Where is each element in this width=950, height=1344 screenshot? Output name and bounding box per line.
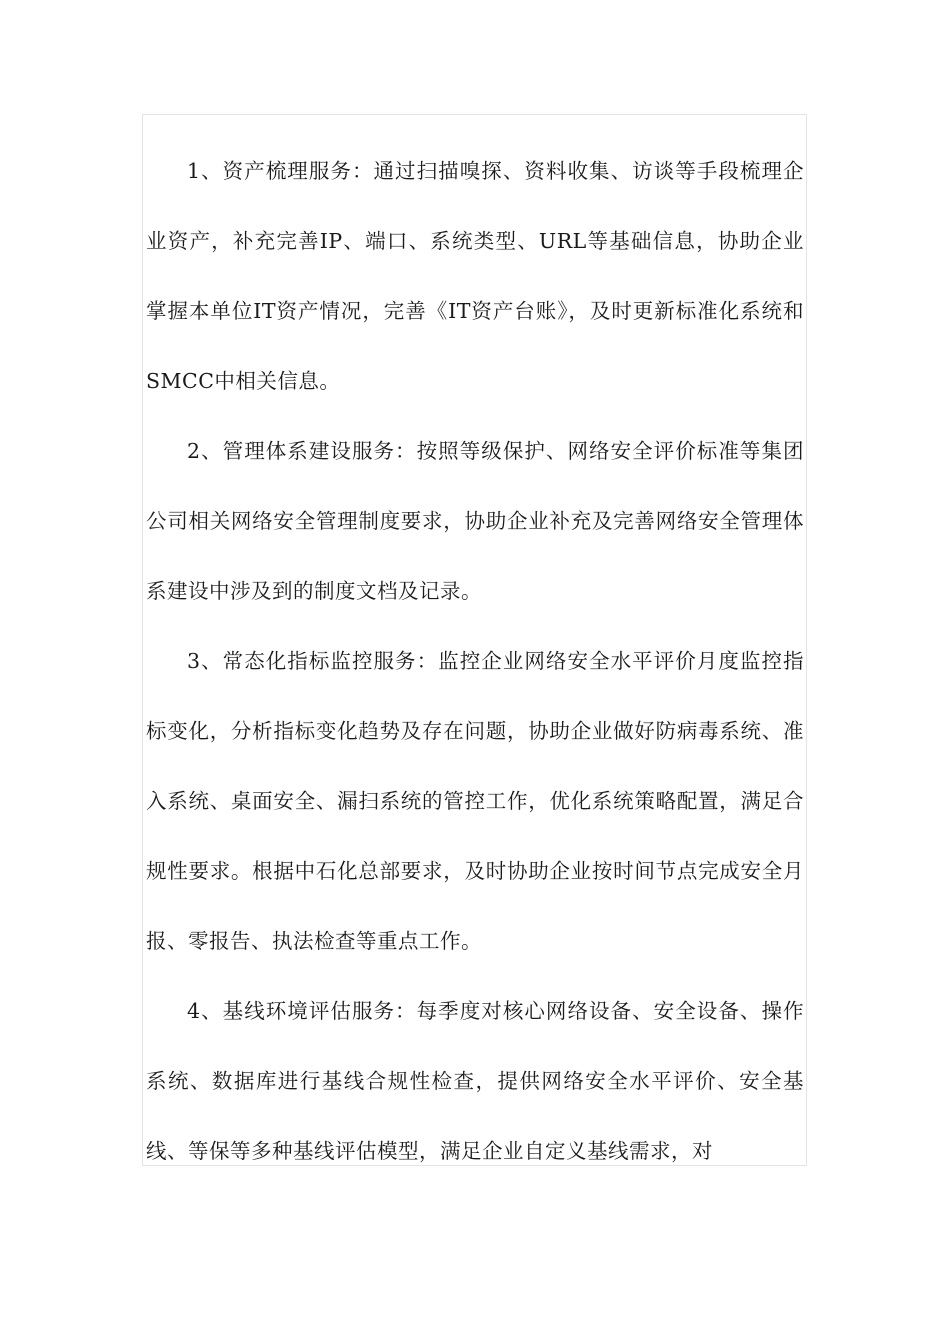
paragraph-asset-sorting-service: 1、资产梳理服务：通过扫描嗅探、资料收集、访谈等手段梳理企业资产，补充完善IP、端口、系统类型、URL等基础信息，协助企业掌握本单位IT资产情况，完善《IT资产台账》，及时更新标准化系统和SMCC中相关信息。	[146, 159, 804, 393]
paragraph-baseline-assessment-service: 4、基线环境评估服务：每季度对核心网络设备、安全设备、操作系统、数据库进行基线合规性检查，提供网络安全水平评价、安全基线、等保等多种基线评估模型，满足企业自定义基线需求，对	[146, 999, 804, 1163]
paragraph-indicator-monitoring-service: 3、常态化指标监控服务：监控企业网络安全水平评价月度监控指标变化，分析指标变化趋势及存在问题，协助企业做好防病毒系统、准入系统、桌面安全、漏扫系统的管控工作，优化系统策略配置，满足合规性要求。根据中石化总部要求，及时协助企业按时间节点完成安全月报、零报告、执法检查等重点工作。	[146, 649, 804, 953]
document-body	[146, 136, 804, 1166]
paragraph-management-system-service: 2、管理体系建设服务：按照等级保护、网络安全评价标准等集团公司相关网络安全管理制度要求，协助企业补充及完善网络安全管理体系建设中涉及到的制度文档及记录。	[146, 439, 804, 603]
document-page	[142, 114, 807, 1166]
